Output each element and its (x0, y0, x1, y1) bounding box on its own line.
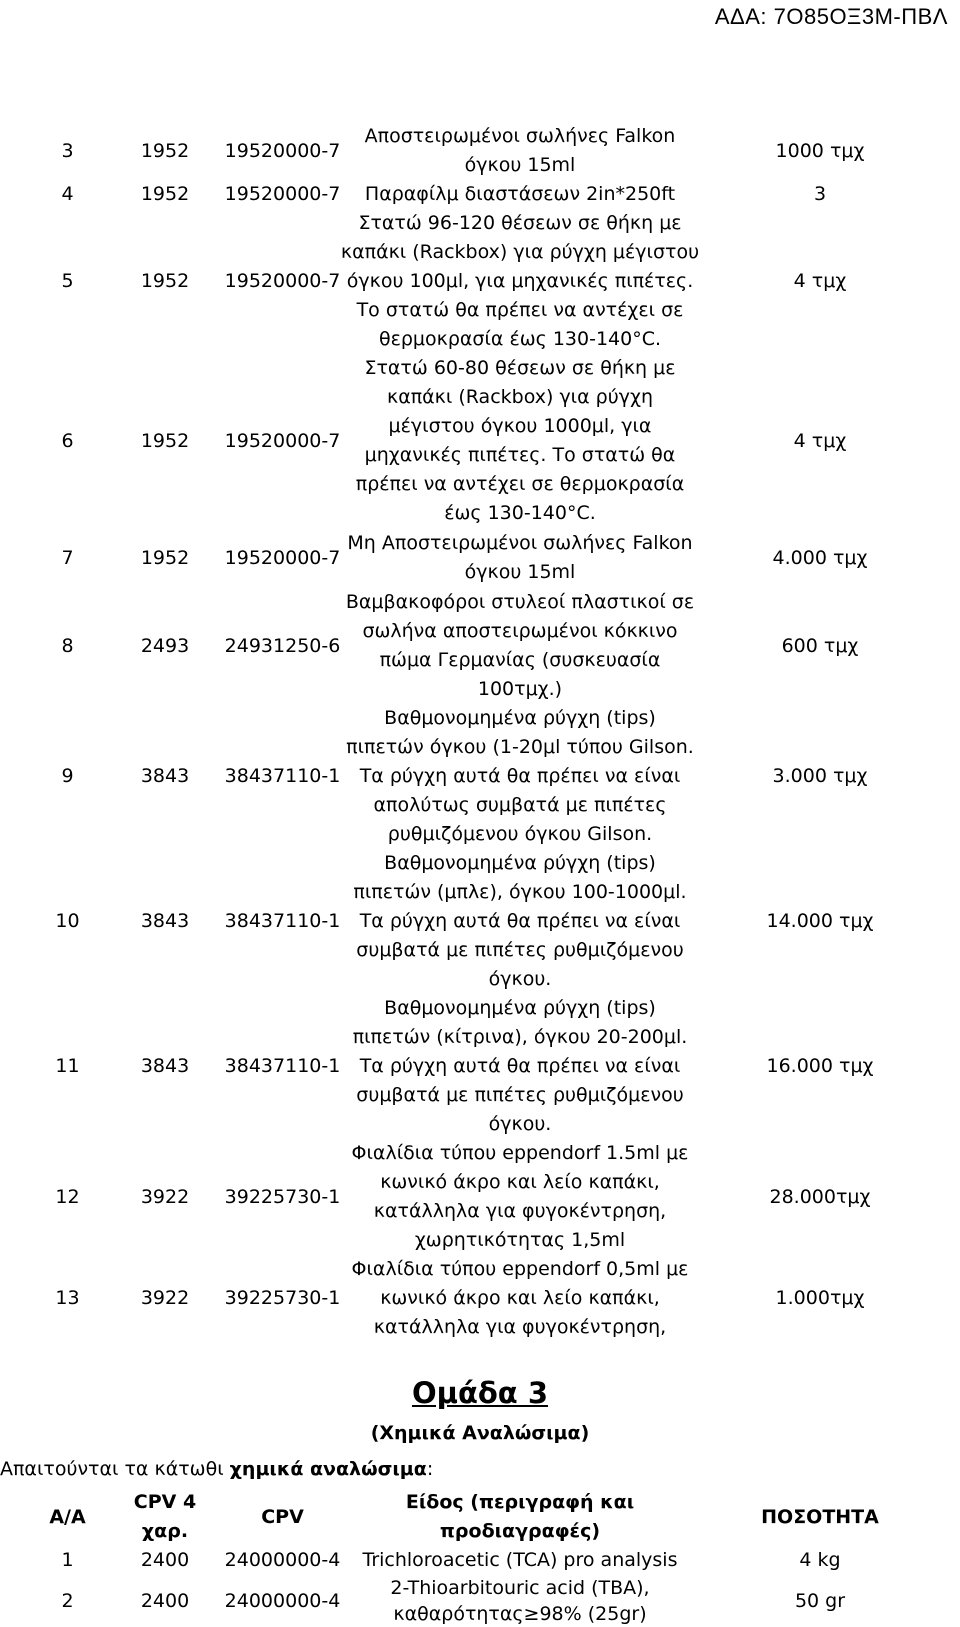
item-description: Φιαλίδια τύπου eppendorf 0,5ml με κωνικό άκρο και λείο καπάκι, κατάλληλα για φυγοκέντρηση, (351, 1258, 689, 1338)
cpv4-code: 3843 (140, 1055, 190, 1077)
table-row (0, 354, 960, 528)
item-quantity: 16.000 τμχ (766, 1055, 874, 1077)
item-quantity: 600 τμχ (781, 634, 859, 657)
item-description: Παραφίλμ διαστάσεων 2in*250ft (364, 183, 676, 205)
ada-code: ΑΔΑ: 7Ο85ΟΞ3Μ-ΠΒΛ (714, 4, 948, 29)
cpv-code: 19520000-7 (224, 270, 341, 292)
cpv4-code: 1952 (140, 270, 190, 292)
item-description: Μη Αποστειρωμένοι σωλήνες Falkon όγκου 15ml (347, 532, 693, 583)
item-description: Φιαλίδια τύπου eppendorf 1.5ml με κωνικό άκρο και λείο καπάκι, κατάλληλα για φυγοκέντρηση, χωρητικότητας 1,5ml (351, 1142, 689, 1251)
table-row (0, 1255, 960, 1342)
row-number: 2 (61, 1589, 74, 1612)
cpv4-code: 1952 (140, 546, 190, 569)
item-description: Βαθμονομημένα ρύγχη (tips) πιπετών (κίτρινα), όγκου 20-200μl. Τα ρύγχη αυτά θα πρέπει να είναι συμβατά με πιπέτες ρυθμιζόμενου όγκου. (352, 997, 688, 1135)
item-quantity: 28.000τμχ (769, 1185, 871, 1208)
cpv-code: 24931250-6 (224, 634, 341, 657)
item-description: Trichloroacetic (TCA) pro analysis (362, 1549, 678, 1571)
cpv4-code: 1952 (140, 139, 190, 162)
intro-text: Απαιτούνται τα κάτωθι (0, 1458, 230, 1480)
item-quantity: 50 gr (794, 1589, 846, 1612)
cpv-code: 19520000-7 (224, 429, 341, 452)
row-number: 6 (61, 429, 74, 452)
row-number: 12 (55, 1185, 80, 1208)
item-quantity: 1.000τμχ (775, 1287, 865, 1309)
cpv-code: 38437110-1 (224, 910, 341, 932)
table-row (0, 994, 960, 1139)
cpv-code: 24000000-4 (224, 1549, 341, 1571)
item-description: Στατώ 60-80 θέσεων σε θήκη με καπάκι (Rackbox) για ρύγχη μέγιστου όγκου 1000μl, για μηχανικές πιπέτες. Το στατώ θα πρέπει να αντέχει σε θερμοκρασία έως 130-140°C. (355, 357, 685, 524)
intro-suffix: : (426, 1458, 434, 1480)
cpv4-code: 2400 (140, 1549, 190, 1571)
item-description: 2-Thioarbitouric acid (TBA), καθαρότητας≥98% (25gr) (390, 1577, 650, 1625)
table-row (0, 122, 960, 180)
item-quantity: 1000 τμχ (775, 139, 865, 162)
row-number: 5 (61, 270, 74, 292)
item-quantity: 3 (813, 183, 827, 205)
group-title: Ομάδα 3 (411, 1376, 549, 1410)
table-row (0, 180, 960, 209)
cpv-code: 24000000-4 (224, 1589, 341, 1612)
cpv4-code: 1952 (140, 429, 190, 452)
cpv4-code: 2493 (140, 634, 190, 657)
table-row (0, 1575, 960, 1627)
item-quantity: 4.000 τμχ (772, 546, 868, 569)
item-description: Βαμβακοφόροι στυλεοί πλαστικοί σε σωλήνα αποστειρωμένοι κόκκινο πώμα Γερμανίας (συσκευασία 100τμχ.) (345, 591, 695, 700)
row-number: 13 (55, 1287, 80, 1309)
table-header-row (0, 1488, 960, 1546)
cpv4-code: 3843 (140, 910, 190, 932)
cpv-code: 19520000-7 (224, 183, 341, 205)
header-cpv: CPV (261, 1505, 304, 1528)
item-description: Βαθμονομημένα ρύγχη (tips) πιπετών (μπλε), όγκου 100-1000μl. Τα ρύγχη αυτά θα πρέπει να είναι συμβατά με πιπέτες ρυθμιζόμενου όγκου. (353, 852, 687, 990)
row-number: 4 (61, 183, 74, 205)
cpv-code: 39225730-1 (224, 1287, 341, 1309)
group-intro (0, 1458, 433, 1480)
row-number: 8 (61, 634, 74, 657)
table-row (0, 849, 960, 994)
cpv-code: 39225730-1 (224, 1185, 341, 1208)
header-description: Είδος (περιγραφή και προδιαγραφές) (405, 1491, 635, 1542)
item-quantity: 3.000 τμχ (772, 765, 868, 787)
table-row (0, 704, 960, 849)
header-quantity: ΠΟΣΟΤΗΤΑ (761, 1505, 879, 1528)
cpv4-code: 2400 (140, 1589, 190, 1612)
table-row (0, 209, 960, 354)
cpv4-code: 3843 (140, 765, 190, 787)
item-quantity: 4 kg (799, 1549, 841, 1571)
item-quantity: 4 τμχ (793, 429, 847, 452)
item-description: Αποστειρωμένοι σωλήνες Falkon όγκου 15ml (364, 125, 676, 176)
row-number: 3 (61, 139, 74, 162)
item-quantity: 14.000 τμχ (766, 910, 874, 932)
row-number: 9 (61, 765, 74, 787)
cpv-code: 19520000-7 (224, 546, 341, 569)
row-number: 7 (61, 546, 74, 569)
header-aa: Α/Α (49, 1505, 86, 1528)
cpv-code: 38437110-1 (224, 1055, 341, 1077)
intro-bold-text: χημικά αναλώσιμα (229, 1458, 427, 1480)
table-row (0, 1139, 960, 1255)
item-description: Στατώ 96-120 θέσεων σε θήκη με καπάκι (Rackbox) για ρύγχη μέγιστου όγκου 100μl, για μηχανικές πιπέτες. Το στατώ θα πρέπει να αντέχει σε θερμοκρασία έως 130-140°C. (340, 212, 700, 350)
cpv-code: 38437110-1 (224, 765, 341, 787)
table-row (0, 528, 960, 588)
header-cpv4: CPV 4 χαρ. (133, 1491, 197, 1542)
table-row (0, 1546, 960, 1575)
table-row (0, 588, 960, 704)
row-number: 11 (55, 1055, 80, 1077)
cpv4-code: 3922 (140, 1287, 190, 1309)
item-description: Βαθμονομημένα ρύγχη (tips) πιπετών όγκου (1-20μl τύπου Gilson. Τα ρύγχη αυτά θα πρέπει να είναι απολύτως συμβατά με πιπέτες ρυθμιζόμενου όγκου Gilson. (346, 707, 694, 845)
cpv-code: 19520000-7 (224, 139, 341, 162)
row-number: 1 (61, 1549, 74, 1571)
cpv4-code: 3922 (140, 1185, 190, 1208)
group-subtitle: (Χημικά Αναλώσιμα) (370, 1422, 590, 1444)
item-quantity: 4 τμχ (793, 270, 847, 292)
cpv4-code: 1952 (140, 183, 190, 205)
row-number: 10 (55, 910, 80, 932)
